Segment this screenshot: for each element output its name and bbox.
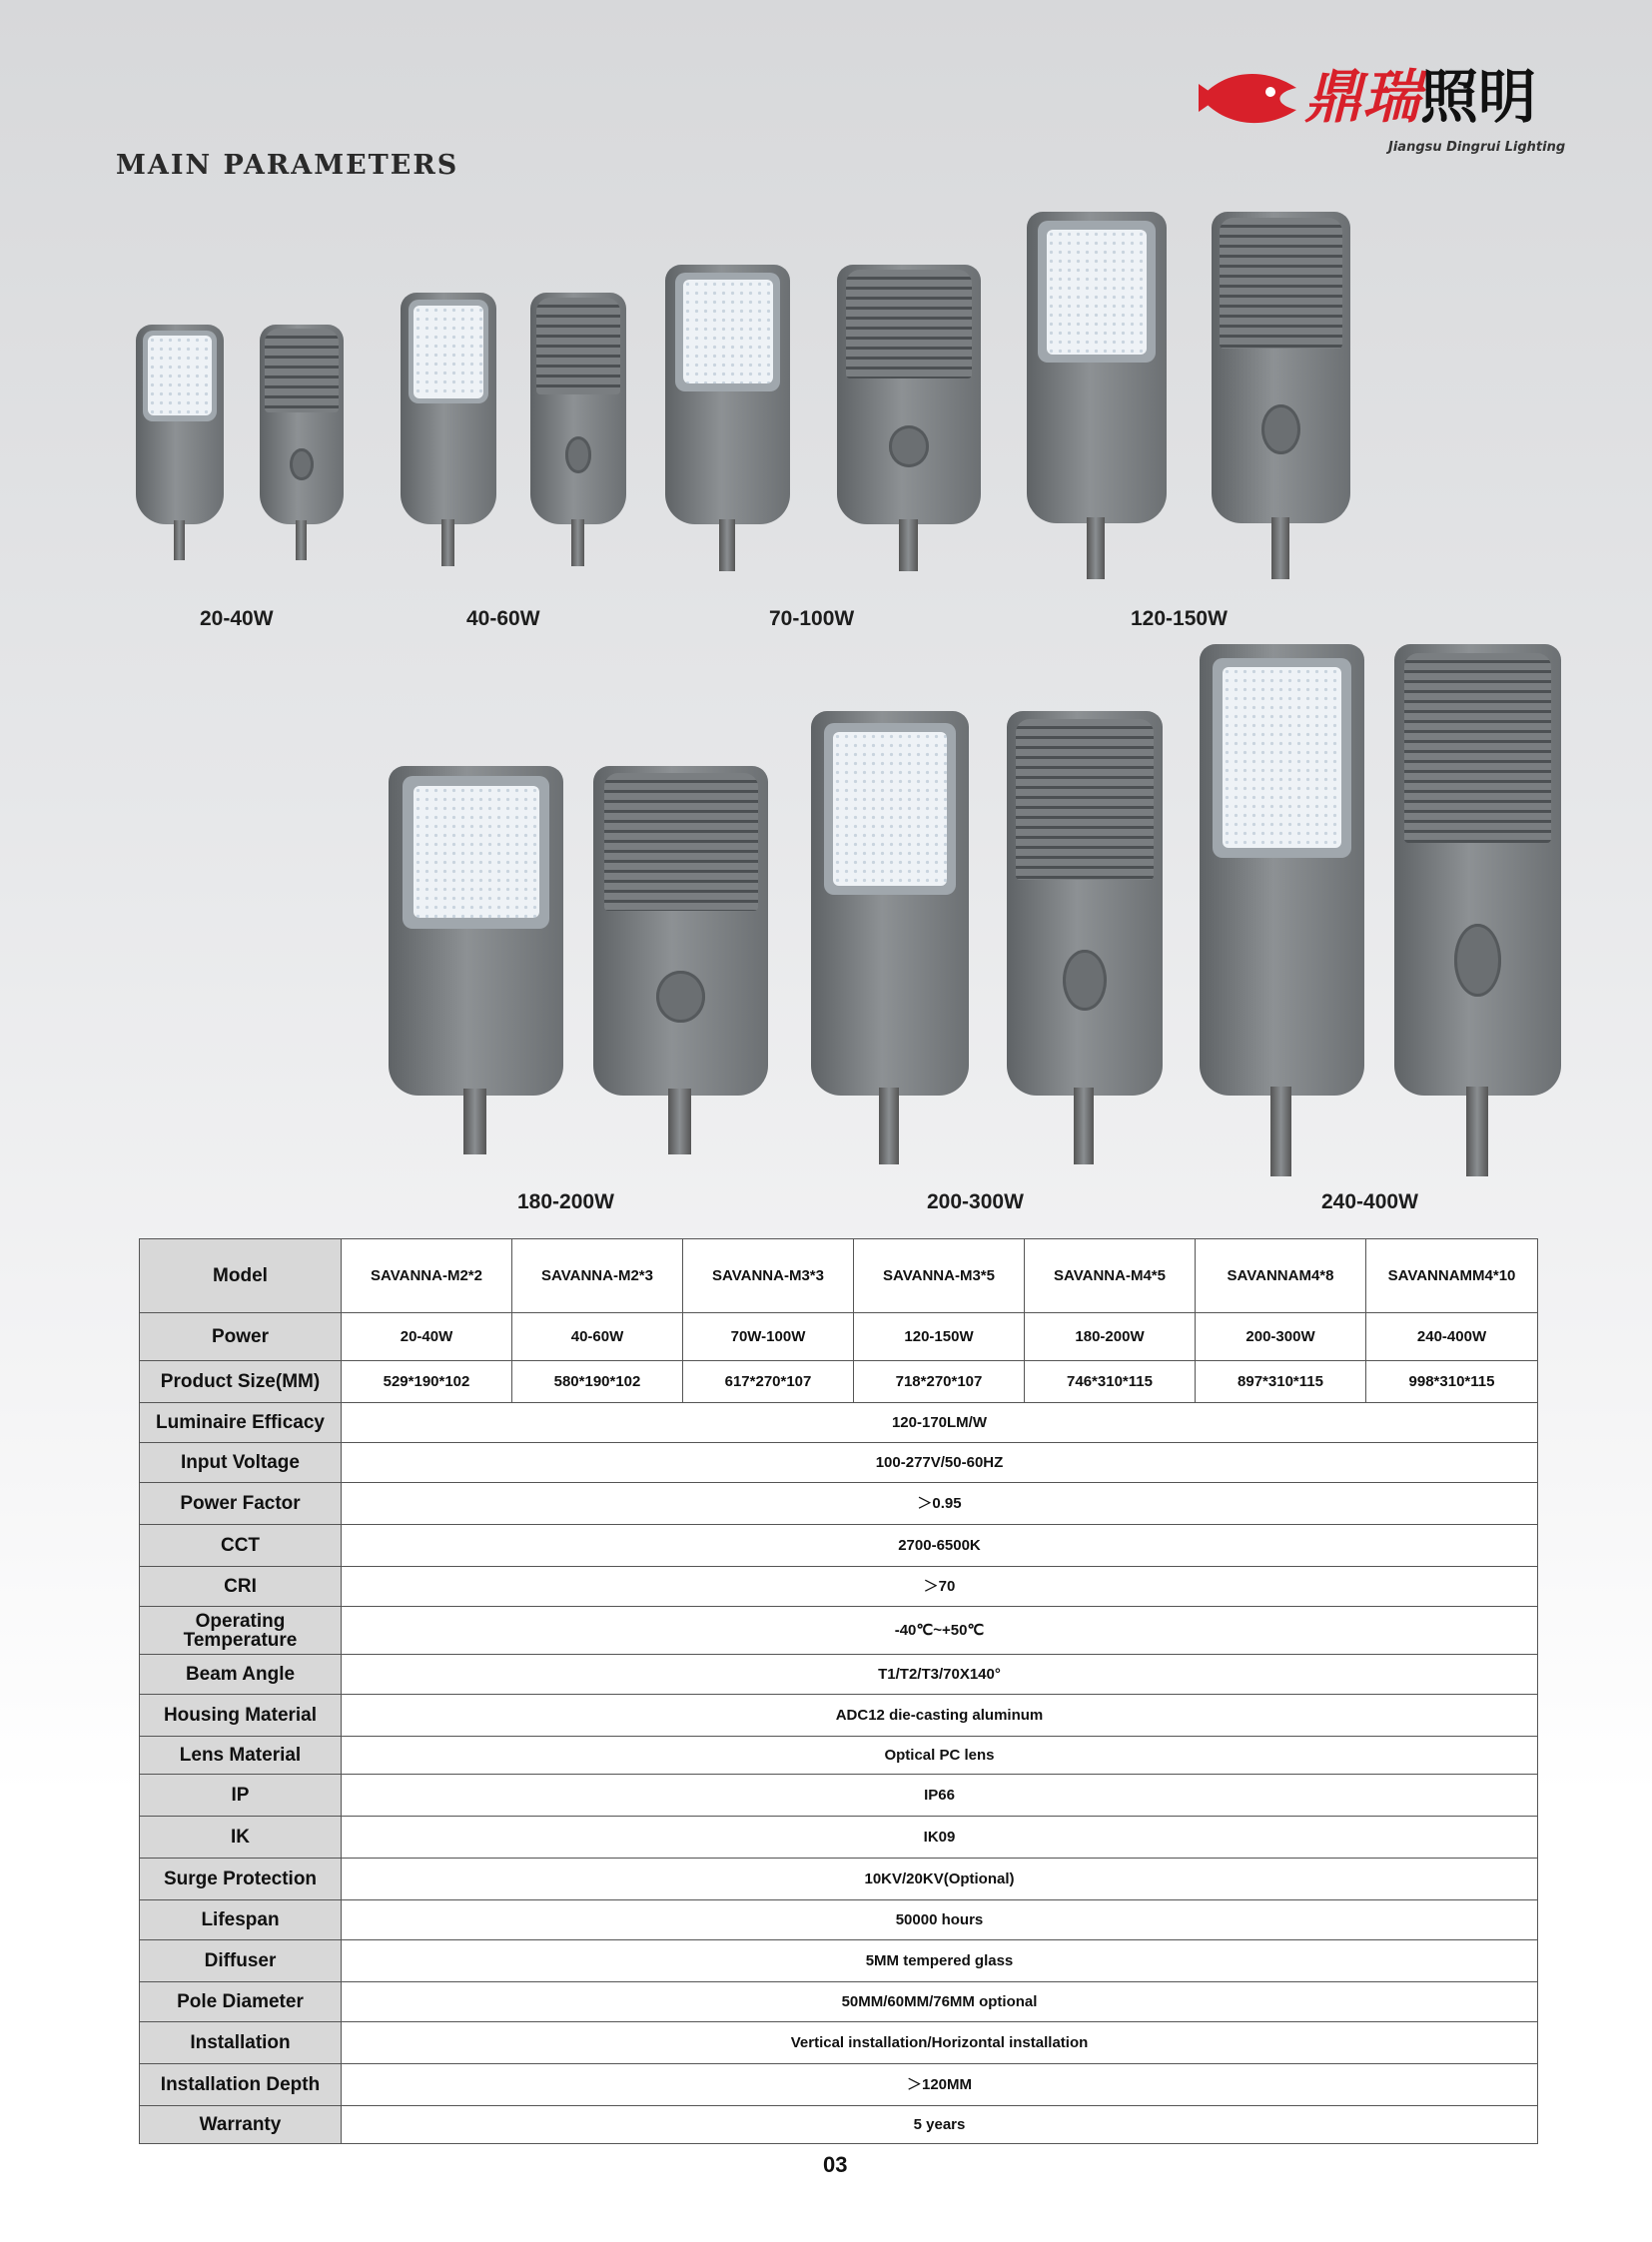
brand-name-cn — [1304, 50, 1536, 134]
lamp-label-70-100w: 70-100W — [769, 607, 855, 630]
table-value: -40℃~+50℃ — [342, 1607, 1538, 1655]
row-label: Model — [140, 1239, 342, 1313]
lamp-label-40-60w: 40-60W — [466, 607, 540, 630]
table-value: ＞120MM — [342, 2064, 1538, 2106]
row-label: Lifespan — [140, 1900, 342, 1940]
table-row — [140, 1940, 1538, 1982]
table-cell: 617*270*107 — [683, 1361, 854, 1403]
lamp-label-20-40w: 20-40W — [200, 607, 274, 630]
lamp-image-40-60w — [401, 293, 626, 524]
row-label: Power — [140, 1313, 342, 1361]
brand-name-black: 照明 — [1420, 63, 1537, 131]
row-label: Power Factor — [140, 1483, 342, 1525]
lamp-label-120-150w: 120-150W — [1131, 607, 1228, 630]
row-label: Surge Protection — [140, 1859, 342, 1900]
page-number: 03 — [823, 2152, 848, 2177]
brand-logo — [1197, 48, 1576, 168]
lamp-label-180-200w: 180-200W — [517, 1190, 614, 1213]
table-cell: 718*270*107 — [854, 1361, 1025, 1403]
table-cell: 580*190*102 — [512, 1361, 683, 1403]
table-row — [140, 1607, 1538, 1655]
table-row — [140, 1361, 1538, 1403]
table-row — [140, 1239, 1538, 1313]
table-value: IP66 — [342, 1775, 1538, 1817]
table-row — [140, 1655, 1538, 1695]
table-value: 5 years — [342, 2106, 1538, 2144]
row-label: Input Voltage — [140, 1443, 342, 1483]
row-label: Operating Temperature — [140, 1607, 342, 1655]
row-label: IP — [140, 1775, 342, 1817]
table-value: ADC12 die-casting aluminum — [342, 1695, 1538, 1737]
table-row — [140, 1900, 1538, 1940]
row-label: Pole Diameter — [140, 1982, 342, 2022]
table-row — [140, 1483, 1538, 1525]
row-label: Luminaire Efficacy — [140, 1403, 342, 1443]
table-row — [140, 1775, 1538, 1817]
table-cell: 20-40W — [342, 1313, 512, 1361]
page-title: MAIN PARAMETERS — [116, 150, 459, 181]
table-value: 100-277V/50-60HZ — [342, 1443, 1538, 1483]
lamp-label-240-400w: 240-400W — [1321, 1190, 1418, 1213]
table-row — [140, 1982, 1538, 2022]
table-row — [140, 1737, 1538, 1775]
table-value: 5MM tempered glass — [342, 1940, 1538, 1982]
table-value: 10KV/20KV(Optional) — [342, 1859, 1538, 1900]
table-cell: 180-200W — [1025, 1313, 1196, 1361]
fish-logo-icon — [1197, 48, 1306, 148]
table-cell: 240-400W — [1366, 1313, 1538, 1361]
table-value: ＞0.95 — [342, 1483, 1538, 1525]
table-cell: SAVANNA-M3*5 — [854, 1239, 1025, 1313]
row-label: Housing Material — [140, 1695, 342, 1737]
brand-name-red: 鼎瑞 — [1304, 63, 1421, 131]
table-cell: SAVANNA-M3*3 — [683, 1239, 854, 1313]
table-value: ＞70 — [342, 1567, 1538, 1607]
row-label: Product Size(MM) — [140, 1361, 342, 1403]
lamp-image-200-300w — [811, 711, 1163, 1096]
table-row — [140, 1567, 1538, 1607]
table-row — [140, 2106, 1538, 2144]
table-value: 50000 hours — [342, 1900, 1538, 1940]
table-cell: 897*310*115 — [1196, 1361, 1366, 1403]
row-label: CRI — [140, 1567, 342, 1607]
table-row — [140, 1817, 1538, 1859]
lamp-image-70-100w — [665, 265, 981, 524]
row-label: IK — [140, 1817, 342, 1859]
table-cell: 40-60W — [512, 1313, 683, 1361]
brand-name-en: Jiangsu Dingrui Lighting — [1388, 140, 1566, 155]
table-row — [140, 1443, 1538, 1483]
table-row — [140, 2022, 1538, 2064]
table-cell: SAVANNAMM4*10 — [1366, 1239, 1538, 1313]
table-value: Vertical installation/Horizontal installation — [342, 2022, 1538, 2064]
table-row — [140, 1403, 1538, 1443]
lamp-image-20-40w — [136, 325, 342, 524]
row-label: Lens Material — [140, 1737, 342, 1775]
table-cell: 529*190*102 — [342, 1361, 512, 1403]
row-label: CCT — [140, 1525, 342, 1567]
lamp-label-200-300w: 200-300W — [927, 1190, 1024, 1213]
table-value: 120-170LM/W — [342, 1403, 1538, 1443]
row-label: Installation Depth — [140, 2064, 342, 2106]
table-value: 50MM/60MM/76MM optional — [342, 1982, 1538, 2022]
row-label: Diffuser — [140, 1940, 342, 1982]
table-cell: SAVANNAM4*8 — [1196, 1239, 1366, 1313]
table-value: Optical PC lens — [342, 1737, 1538, 1775]
table-row — [140, 1859, 1538, 1900]
table-value: 2700-6500K — [342, 1525, 1538, 1567]
lamp-image-120-150w — [1027, 212, 1350, 523]
row-label: Installation — [140, 2022, 342, 2064]
row-label: Warranty — [140, 2106, 342, 2144]
parameters-table-body — [140, 1239, 1538, 2144]
table-row — [140, 1313, 1538, 1361]
table-cell: 998*310*115 — [1366, 1361, 1538, 1403]
table-value: T1/T2/T3/70X140° — [342, 1655, 1538, 1695]
table-value: IK09 — [342, 1817, 1538, 1859]
table-cell: 120-150W — [854, 1313, 1025, 1361]
table-cell: SAVANNA-M2*3 — [512, 1239, 683, 1313]
table-cell: 70W-100W — [683, 1313, 854, 1361]
row-label: Beam Angle — [140, 1655, 342, 1695]
parameters-table — [139, 1238, 1538, 2144]
lamp-image-180-200w — [389, 766, 768, 1096]
table-row — [140, 1695, 1538, 1737]
table-cell: SAVANNA-M4*5 — [1025, 1239, 1196, 1313]
table-cell: 746*310*115 — [1025, 1361, 1196, 1403]
table-cell: 200-300W — [1196, 1313, 1366, 1361]
lamp-image-240-400w — [1200, 644, 1561, 1096]
table-row — [140, 1525, 1538, 1567]
table-row — [140, 2064, 1538, 2106]
table-cell: SAVANNA-M2*2 — [342, 1239, 512, 1313]
